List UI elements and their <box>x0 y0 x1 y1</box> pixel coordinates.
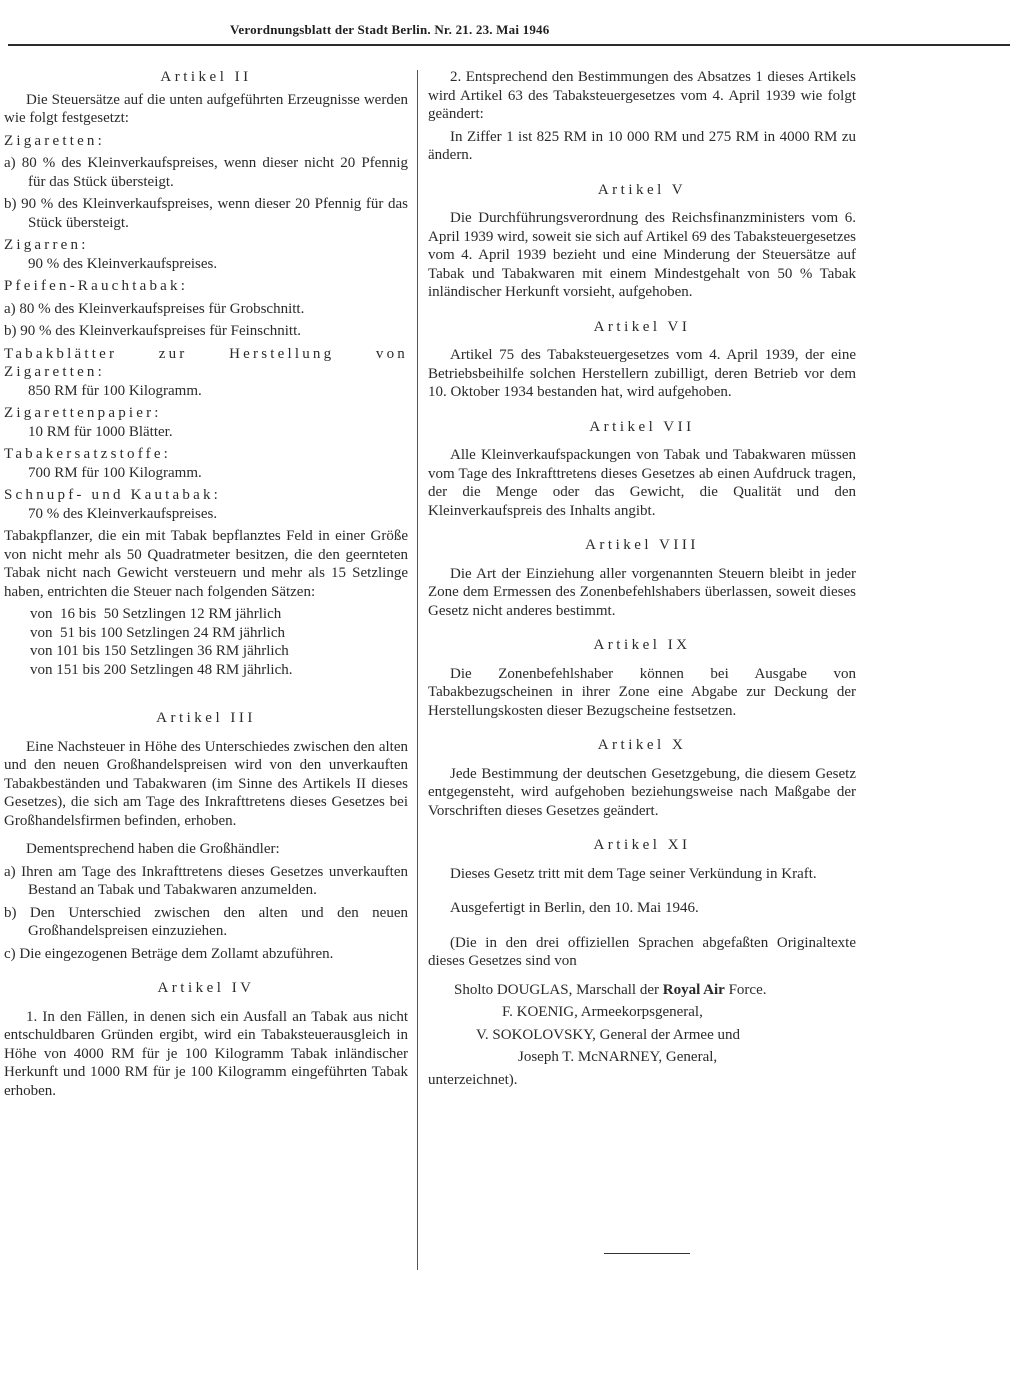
ersatz-text: 700 RM für 100 Kilogramm. <box>28 464 202 481</box>
artikel-3-a: a) Ihren am Tage des Inkrafttretens dieses Gesetzes unverkauften Bestand an Tabak und Tabakwaren anzumelden. <box>4 863 408 898</box>
artikel-6-heading: Artikel VI <box>593 318 691 335</box>
papier-text: 10 RM für 1000 Blätter. <box>28 423 173 440</box>
tabakblaetter-label: Tabakblätter zur Herstellung von Zigaretten: <box>4 345 408 380</box>
rate-row: von 101 bis 150 Setzlingen 36 RM jährlich <box>30 643 289 659</box>
artikel-11-heading: Artikel XI <box>593 837 691 853</box>
artikel-3-heading: Artikel III <box>156 710 256 726</box>
artikel-4-text: 1. In den Fällen, in denen sich ein Ausfall an Tabak aus nicht entschuldbaren Gründen ergibt, wird ein Tabaksteuerausgleich in Höhe von 4000 RM für je 100 Kilogramm Tabak inländischer Herkunft und 1000 RM für je 100 Kilogramm eingeführten Tabak erhoben. <box>4 1008 408 1099</box>
zigaretten-b: b) 90 % des Kleinverkaufspreises, wenn dieser 20 Pfennig für das Stück übersteigt. <box>4 196 408 231</box>
artikel-8-heading: Artikel VIII <box>585 537 699 553</box>
ersatz-label: Tabakersatzstoffe: <box>4 446 172 462</box>
ausgefertigt-line: Ausgefertigt in Berlin, den 10. Mai 1946. <box>450 900 699 916</box>
closing-text: unterzeichnet). <box>428 1071 518 1088</box>
signatory-mcnarney: Joseph T. McNARNEY, General, <box>518 1049 718 1065</box>
zigarren-label: Zigarren: <box>4 237 89 253</box>
right-column <box>428 68 856 1089</box>
zigarren-text: 90 % des Kleinverkaufspreises. <box>28 255 218 272</box>
artikel-5-text: Die Durchführungsverordnung des Reichsfinanzministers vom 6. April 1939 wird, soweit sie sich auf Artikel 69 des Tabaksteuergesetzes vom 4. April 1939 bezieht und eine Minderung der Steuersätze auf Tabak und Tabakwaren mit einem Mindestgehalt von 50 % Tabak inländischer Herkunft vorsieht, aufgehoben. <box>428 210 856 300</box>
schnupf-text: 70 % des Kleinverkaufspreises. <box>28 505 218 522</box>
artikel-4-heading: Artikel IV <box>157 980 255 996</box>
schnupf-label: Schnupf- und Kautabak: <box>4 487 222 503</box>
artikel-9-heading: Artikel IX <box>593 637 691 653</box>
page-header: Verordnungsblatt der Stadt Berlin. Nr. 21. 23. Mai 1946 <box>230 22 550 37</box>
artikel-10-heading: Artikel X <box>597 737 687 753</box>
tabakblaetter-text: 850 RM für 100 Kilogramm. <box>28 382 202 399</box>
artikel-5-heading: Artikel V <box>597 181 687 198</box>
artikel-2-intro: Die Steuersätze auf die unten aufgeführten Erzeugnisse werden wie folgt festgesetzt: <box>4 91 408 126</box>
artikel-7-heading: Artikel VII <box>589 418 695 435</box>
left-column <box>4 68 408 1100</box>
artikel-3-text: Eine Nachsteuer in Höhe des Unterschiedes zwischen den alten und den neuen Großhandelspreisen wird von den unverkauften Tabakbeständen und Tabakwaren (im Sinne des Artikels II dieses Gesetzes), die sich am Tage des Inkrafttretens dieses Gesetzes bei Großhandelsfirmen befinden, erhoben. <box>4 738 408 829</box>
artikel-10-text: Jede Bestimmung der deutschen Gesetzgebung, die diesem Gesetz entgegensteht, wird aufgehoben beziehungsweise nach Maßgabe der Vorschriften dieses Gesetzes geändert. <box>428 765 856 819</box>
pflanzer-text: Tabakpflanzer, die ein mit Tabak bepflanztes Feld in einer Größe von nicht mehr als 50 Quadratmeter besitzen, die den geernteten Tabak nicht nach Gewicht versteuern und mehr als 15 Setzlinge haben, entrichten die Steuer nach folgenden Sätzen: <box>4 528 408 600</box>
papier-label: Zigarettenpapier: <box>4 405 162 421</box>
signatory-douglas-post: Force. <box>724 981 767 998</box>
rate-row: von 151 bis 200 Setzlingen 48 RM jährlich. <box>30 661 293 678</box>
column-divider <box>417 70 418 1270</box>
signatory-sokolovsky: V. SOKOLOVSKY, General der Armee und <box>476 1026 740 1043</box>
zigaretten-a: a) 80 % des Kleinverkaufspreises, wenn dieser nicht 20 Pfennig für das Stück übersteigt. <box>4 155 408 190</box>
artikel-3-intro: Dementsprechend haben die Großhändler: <box>26 841 280 857</box>
rates-list <box>4 605 408 679</box>
rate-row: von 16 bis 50 Setzlingen 12 RM jährlich <box>30 606 282 622</box>
signatory-koenig: F. KOENIG, Armeekorpsgeneral, <box>502 1004 703 1020</box>
signatory-douglas <box>428 981 856 1000</box>
artikel-3-b: b) Den Unterschied zwischen den alten und den neuen Großhandelspreisen einzuziehen. <box>4 904 408 939</box>
pfeifen-b: b) 90 % des Kleinverkaufspreises für Feinschnitt. <box>4 323 302 339</box>
artikel-4-p2: 2. Entsprechend den Bestimmungen des Absatzes 1 dieses Artikels wird Artikel 63 des Tabaksteuergesetzes vom 4. April 1939 wie folgt geändert: <box>428 69 856 122</box>
header-rule <box>8 44 1010 46</box>
artikel-9-text: Die Zonenbefehlshaber können bei Ausgabe von Tabakbezugscheinen in ihrer Zone eine Abgabe zur Deckung der Herstellungskosten dieser Bezugscheine festsetzen. <box>428 665 856 719</box>
signatory-douglas-bold: Royal Air <box>662 981 725 998</box>
pfeifen-a: a) 80 % des Kleinverkaufspreises für Grobschnitt. <box>4 300 305 317</box>
artikel-11-text: Dieses Gesetz tritt mit dem Tage seiner Verkündung in Kraft. <box>450 865 817 882</box>
artikel-2-heading: Artikel II <box>160 69 252 85</box>
artikel-3-c: c) Die eingezogenen Beträge dem Zollamt abzuführen. <box>4 945 334 962</box>
rate-row: von 51 bis 100 Setzlingen 24 RM jährlich <box>30 624 285 641</box>
zigaretten-label: Zigaretten: <box>4 132 106 149</box>
artikel-8-text: Die Art der Einziehung aller vorgenannten Steuern bleibt in jeder Zone dem Ermessen des Zonenbefehlshabers überlassen, soweit dieses Gesetz nicht anderes bestimmt. <box>428 565 856 619</box>
pfeifen-label: Pfeifen-Rauchtabak: <box>4 278 189 294</box>
artikel-4-p3: In Ziffer 1 ist 825 RM in 10 000 RM und 275 RM in 4000 RM zu ändern. <box>428 128 856 163</box>
original-intro: (Die in den drei offiziellen Sprachen abgefaßten Originaltexte dieses Gesetzes sind von <box>428 934 856 969</box>
artikel-6-text: Artikel 75 des Tabaksteuergesetzes vom 4. April 1939, der eine Betriebsbeihilfe solchen Herstellern zubilligt, deren Betrieb vor dem 10. Oktober 1934 bestanden hat, wird aufgehoben. <box>428 347 856 400</box>
artikel-7-text: Alle Kleinverkaufspackungen von Tabak und Tabakwaren müssen vom Tage des Inkrafttretens dieses Gesetzes ab einen Aufdruck tragen, der die Menge oder das Gewicht, die Qualität und den Kleinverkaufspreis des Inhalts angibt. <box>428 447 856 519</box>
end-rule <box>604 1253 690 1254</box>
signatory-douglas-pre: Sholto DOUGLAS, Marschall der <box>454 981 663 998</box>
